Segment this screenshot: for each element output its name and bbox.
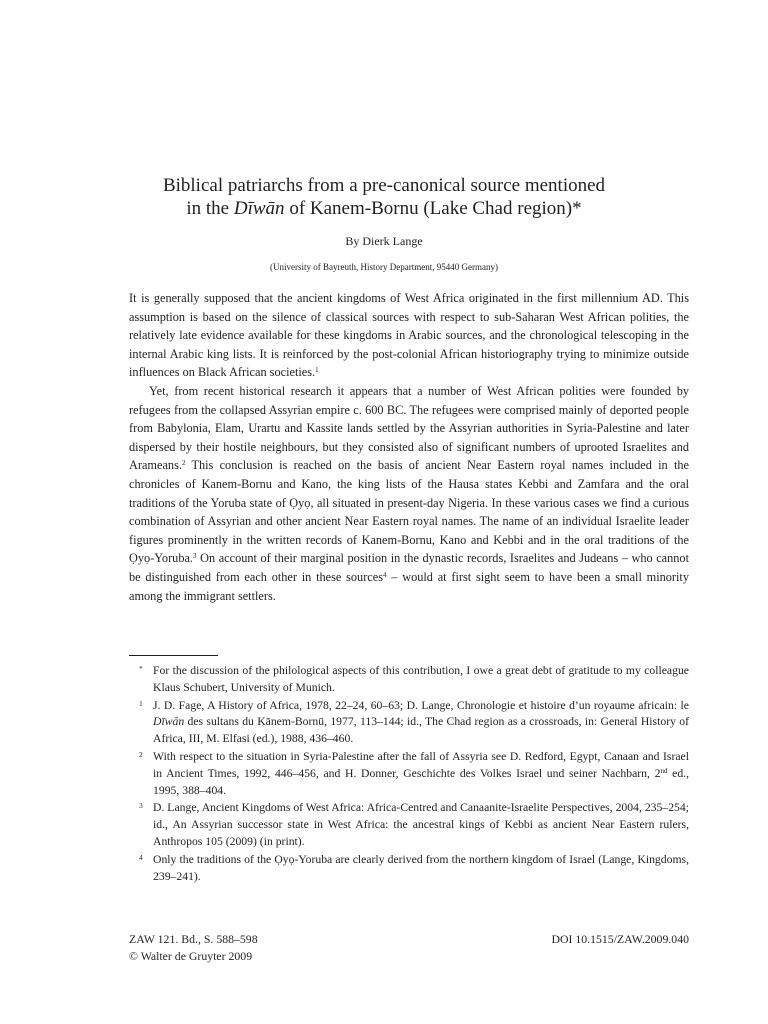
title-line-1: Biblical patriarchs from a pre-canonical source mentioned [162,175,606,196]
footnotes-section [129,663,689,886]
title-italic-diwan: Dīwān [233,198,285,219]
paragraph-2-text-d: – would at first sight seem to have been a small minority among the immigrant settlers. [129,569,689,603]
footnote-1 [129,698,689,748]
footnote-divider [129,655,218,656]
footnote-3-text: D. Lange, Ancient Kingdoms of West Africa: Africa-Centred and Canaanite-Israelite Perspectives, 2004, 235–254; id., An Assyrian successor state in West Africa: the ancestral kings of Kebbi as ancient Near Eastern rulers, Anthropos 105 (2009) (in print). [153,801,689,848]
footnote-1-text [153,698,689,748]
footnote-star-mark: * [139,664,143,673]
footnote-ref-2[interactable]: 2 [181,459,186,468]
footnote-star-text: For the discussion of the philological aspects of this contribution, I owe a great debt of gratitude to my colleague Klaus Schubert, University of Munich. [153,664,689,694]
footnote-4-mark: 4 [139,852,143,862]
footnote-star [129,663,689,697]
journal-volume-pages: ZAW 121. Bd., S. 588–598 [129,932,258,946]
title-line-2-suffix: of Kanem-Bornu (Lake Chad region)* [284,198,582,219]
footnote-3 [129,800,689,850]
footnote-1-text-a: J. D. Fage, A History of Africa, 1978, 22–24, 60–63; D. Lange, Chronologie et histoire d’un royaume africain: le [153,698,689,712]
paragraph-2-text-b: This conclusion is reached on the basis of ancient Near Eastern royal names included in the chronicles of Kanem-Bornu and Kano, the king lists of the Hausa states Kebbi and Zamfara and the oral traditions of the Yoruba state of Ọyọ, all situated in present-day Nigeria. In these various cases we find a curious combination of Assyrian and other ancient Near Eastern royal names. The name of an individual Israelite leader figures prominently in the written records of Kanem-Bornu, Kano and Kebbi and in the oral traditions of the Ọyọ-Yoruba. [129,458,689,566]
doi-link[interactable]: DOI 10.1515/ZAW.2009.040 [551,932,689,946]
publisher-copyright: © Walter de Gruyter 2009 [129,948,253,963]
footnote-4-text: Only the traditions of the Ọyọ-Yoruba are clearly derived from the northern kingdom of Israel (Lange, Kingdoms, 239–241). [153,852,689,883]
footnote-2-text-a: With respect to the situation in Syria-Palestine after the fall of Assyria see D. Redford, Egypt, Canaan and Israel in Ancient Times, 1992, 446–456, and H. Donner, Geschichte des Volkes Israel und seiner Nachbarn, 2 [153,749,689,780]
footnote-4 [129,852,689,886]
paragraph-2 [129,382,689,605]
author-byline: By Dierk Lange [345,234,423,248]
footnote-1-mark: 1 [139,698,143,708]
title-line-2-prefix: in the [186,198,234,219]
paragraph-2-text-c: On account of their marginal position in the dynastic records, Israelites and Judeans – who cannot be distinguished from each other in these sources [129,551,689,584]
footnote-2-text [153,749,689,799]
footnote-ref-1[interactable]: 1 [315,366,319,375]
paragraph-1 [129,289,689,382]
footnote-2-text-b: ed., 1995, 388–404. [153,766,690,797]
footnote-1-text-b: des sultans du Kānem-Bornū, 1977, 113–144; id., The Chad region as a crossroads, in: General History of Africa, III, M. Elfasi (ed.), 1988, 436–460. [153,715,689,746]
footnote-1-italic: Dīwān [153,715,185,729]
journal-citation [129,931,258,964]
article-title [100,174,668,220]
footnote-2 [129,749,689,799]
footnote-ref-3[interactable]: 3 [193,552,197,561]
paragraph-2-text-a: Yet, from recent historical research it appears that a number of West African polities were founded by refugees from the collapsed Assyrian empire c. 600 BC. The refugees were comprised mainly of deported people from Babylonia, Elam, Urartu and Kassite lands settled by the Assyrian authorities in Syria-Palestine and later dispersed by their hostile neighbours, but they consisted also of significant numbers of uprooted Israelites and Arameans. [129,383,689,473]
footnote-2-mark: 2 [139,749,143,759]
author-affiliation: (University of Bayreuth, History Department, 95440 Germany) [270,262,498,272]
footnote-3-mark: 3 [139,801,143,811]
paragraph-1-text: It is generally supposed that the ancient kingdoms of West Africa originated in the first millennium AD. This assumption is based on the silence of classical sources with respect to sub-Saharan West African polities, the relatively late evidence available for these kingdoms in Arabic sources, and the chronological telescoping in the internal Arabic king lists. It is reinforced by the post-colonial African historiography trying to minimize outside influences on Black African societies. [129,291,689,380]
footnote-ref-4[interactable]: 4 [383,570,387,579]
footnote-2-sup: nd [660,766,668,775]
article-body [129,289,689,605]
